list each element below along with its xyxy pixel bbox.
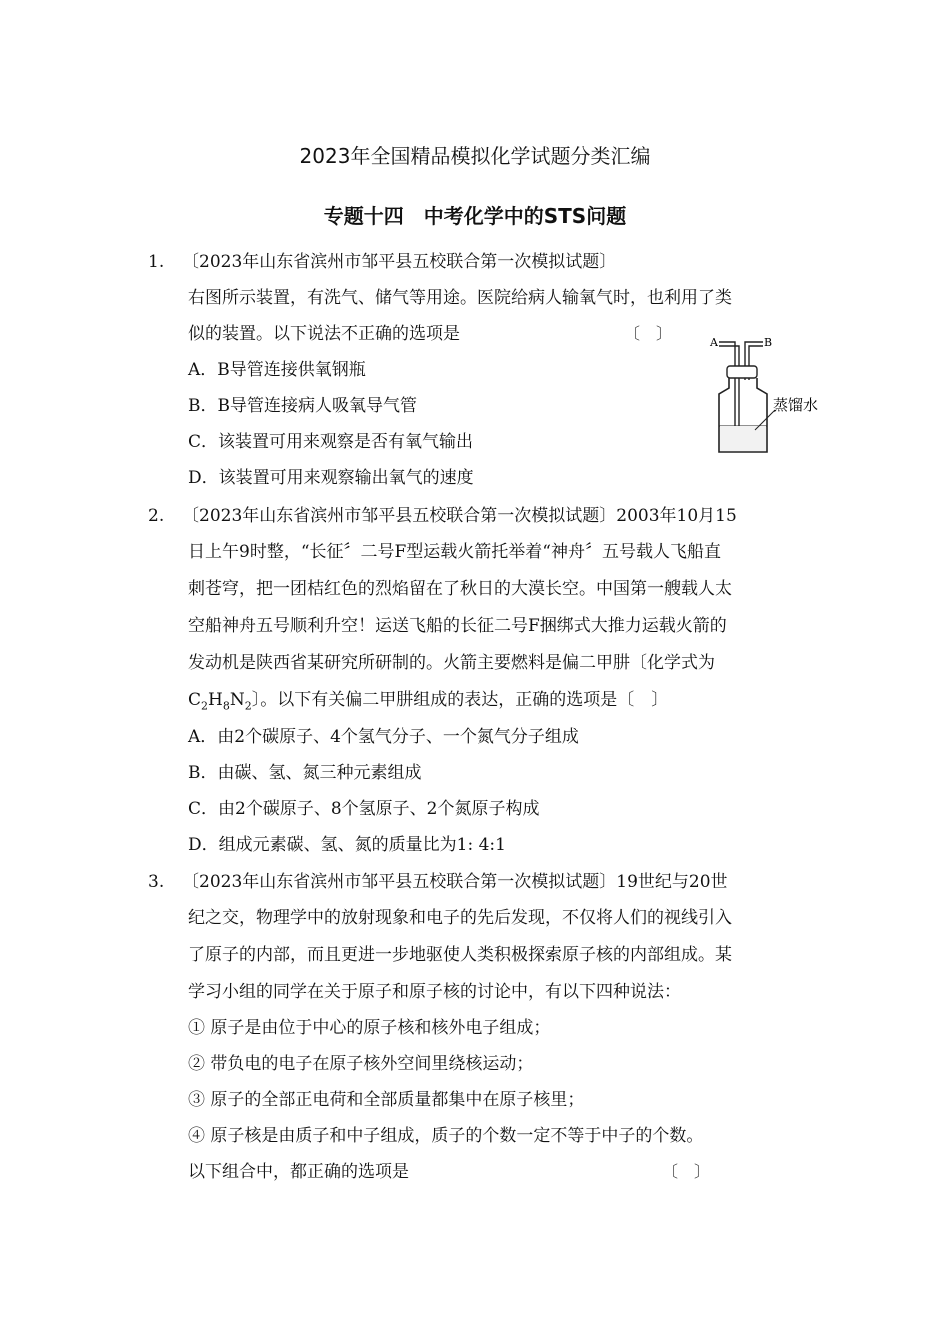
q2-option-b: B．由碳、氢、氮三种元素组成 <box>188 763 422 783</box>
formula-c: C <box>188 690 202 710</box>
q1-option-a: A．B导管连接供氧钢瓶 <box>188 360 366 380</box>
q2-number: 2. <box>148 506 165 526</box>
q2-option-d: D．组成元素碳、氢、氮的质量比为1: 4:1 <box>188 835 506 855</box>
q2-line4: 空船神舟五号顺利升空！运送飞船的长征二号F捆绑式大推力运载火箭的 <box>188 616 727 636</box>
q3-number: 3. <box>148 872 165 892</box>
q3-line3: 了原子的内部，而且更进一步地驱使人类积极探索原子核的内部组成。某 <box>188 945 732 965</box>
q2-line6-rest: 〕。以下有关偏二甲肼组成的表达，正确的选项是〔 〕 <box>251 690 669 710</box>
q3-statement-2: ② 带负电的电子在原子核外空间里绕核运动； <box>188 1054 534 1074</box>
water <box>720 426 766 451</box>
q2-line1: 〔2023年山东省滨州市邹平县五校联合第一次模拟试题〕2003年10月15 <box>182 506 737 526</box>
formula-n: N <box>229 690 245 710</box>
q3-statement-4: ④ 原子核是由质子和中子组成，质子的个数一定不等于中子的个数。 <box>188 1126 704 1146</box>
document-title: 2023年全国精品模拟化学试题分类汇编 <box>299 144 651 168</box>
q3-ask: 以下组合中，都正确的选项是 <box>188 1162 409 1182</box>
q1-option-d: D．该装置可用来观察输出氧气的速度 <box>188 468 474 488</box>
q1-number: 1. <box>148 252 165 272</box>
gas-washing-bottle-figure <box>705 330 835 460</box>
q1-stem-line2: 似的装置。以下说法不正确的选项是 <box>188 324 460 344</box>
q1-option-b: B．B导管连接病人吸氧导气管 <box>188 396 417 416</box>
q2-option-c: C．由2个碳原子、8个氢原子、2个氮原子构成 <box>188 799 540 819</box>
formula-n-sub: 2 <box>244 699 252 713</box>
q1-stem-line1: 右图所示装置，有洗气、储气等用途。医院给病人输氧气时，也利用了类 <box>188 288 732 308</box>
tube-b-label: B <box>764 336 773 349</box>
distilled-water-label: 蒸馏水 <box>773 396 819 414</box>
q2-line3: 刺苍穹，把一团桔红色的烈焰留在了秋日的大漠长空。中国第一艘载人太 <box>188 579 732 599</box>
q2-line2: 日上午9时整，“长征〞二号F型运载火箭托举着“神舟〞五号载人飞船直 <box>188 542 721 562</box>
tube-a-label: A <box>710 336 718 349</box>
formula-h-sub: 8 <box>222 699 230 713</box>
formula-c-sub: 2 <box>201 699 209 713</box>
q1-answer-paren: 〔 〕 <box>624 324 673 343</box>
formula-h: H <box>208 690 223 710</box>
q3-statement-1: ① 原子是由位于中心的原子核和核外电子组成； <box>188 1018 551 1038</box>
q3-answer-paren: 〔 〕 <box>662 1162 711 1181</box>
stopper <box>727 366 757 378</box>
chapter-subtitle: 专题十四 中考化学中的STS问题 <box>323 204 627 228</box>
q2-line5: 发动机是陕西省某研究所研制的。火箭主要燃料是偏二甲肼〔化学式为 <box>188 653 715 673</box>
q1-source: 〔2023年山东省滨州市邹平县五校联合第一次模拟试题〕 <box>182 252 617 272</box>
q3-line2: 纪之交，物理学中的放射现象和电子的先后发现，不仅将人们的视线引入 <box>188 908 732 928</box>
q3-line1: 〔2023年山东省滨州市邹平县五校联合第一次模拟试题〕19世纪与20世 <box>182 872 728 892</box>
q1-option-c: C．该装置可用来观察是否有氧气输出 <box>188 432 474 452</box>
q2-option-a: A．由2个碳原子、4个氢气分子、一个氮气分子组成 <box>188 727 579 747</box>
q2-line6 <box>188 688 668 718</box>
q3-statement-3: ③ 原子的全部正电荷和全部质量都集中在原子核里； <box>188 1090 585 1110</box>
q3-line4: 学习小组的同学在关于原子和原子核的讨论中，有以下四种说法： <box>188 982 681 1002</box>
